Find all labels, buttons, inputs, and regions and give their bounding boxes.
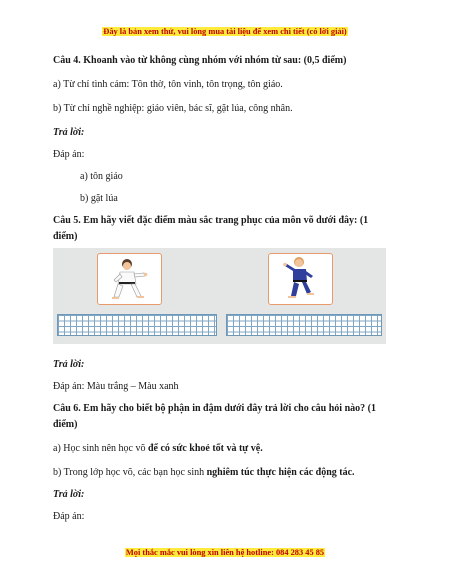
karate-frame-right [268,253,333,305]
preview-notice-banner [0,27,450,36]
question-6-answer-heading: Trả lời: [53,489,85,500]
question-6-option-b-bold: nghiêm túc thực hiện các động tác. [206,467,355,478]
question-5-answer: Đáp án: Màu trắng – Màu xanh [53,381,179,392]
hotline-banner [0,548,450,557]
question-4-option-a: a) Từ chỉ tình cảm: Tôn thờ, tôn vinh, tôn trọng, tôn giáo. [53,79,283,90]
question-4-answer-heading: Trả lời: [53,127,85,138]
question-6-title-line2: điểm) [53,419,78,430]
martial-arts-figure [53,248,386,344]
question-6-option-b [53,466,355,480]
writing-grid-right [226,314,382,336]
karate-blue-uniform-icon [269,254,331,303]
karate-white-uniform-icon [98,254,160,303]
question-5-title-line2: điểm) [53,231,78,242]
question-6-option-a [53,442,263,456]
question-4-answer-a: a) tôn giáo [80,171,123,182]
karate-frame-left [97,253,162,305]
writing-grid-left [57,314,217,336]
question-4-answer-b: b) gặt lúa [80,193,118,204]
question-6-title-line1: Câu 6. Em hãy cho biết bộ phận in đậm dưới đây trả lời cho câu hỏi nào? (1 [53,403,376,414]
question-5-title-line1: Câu 5. Em hãy viết đặc điểm màu sắc trang phục của môn võ dưới đây: (1 [53,215,369,226]
question-6-option-a-text: a) Học sinh nên học võ [53,443,148,454]
question-6-option-a-bold: để có sức khoẻ tốt và tự vệ. [147,443,263,454]
hotline-text: Mọi thắc mắc vui lòng xin liên hệ hotline: 084 283 45 85 [125,548,325,557]
question-6-answer-label: Đáp án: [53,511,85,522]
question-6-option-b-text: b) Trong lớp học võ, các bạn học sinh [53,467,207,478]
question-4-option-b: b) Từ chỉ nghề nghiệp: giáo viên, bác sĩ, gặt lúa, công nhân. [53,103,293,114]
preview-notice-text: Đây là bản xem thử, vui lòng mua tài liệu để xem chi tiết (có lời giải) [103,27,347,36]
question-5-answer-heading: Trả lời: [53,359,85,370]
question-4-title: Câu 4. Khoanh vào từ không cùng nhóm với nhóm từ sau: (0,5 điểm) [53,55,347,66]
question-4-answer-label: Đáp án: [53,149,85,160]
